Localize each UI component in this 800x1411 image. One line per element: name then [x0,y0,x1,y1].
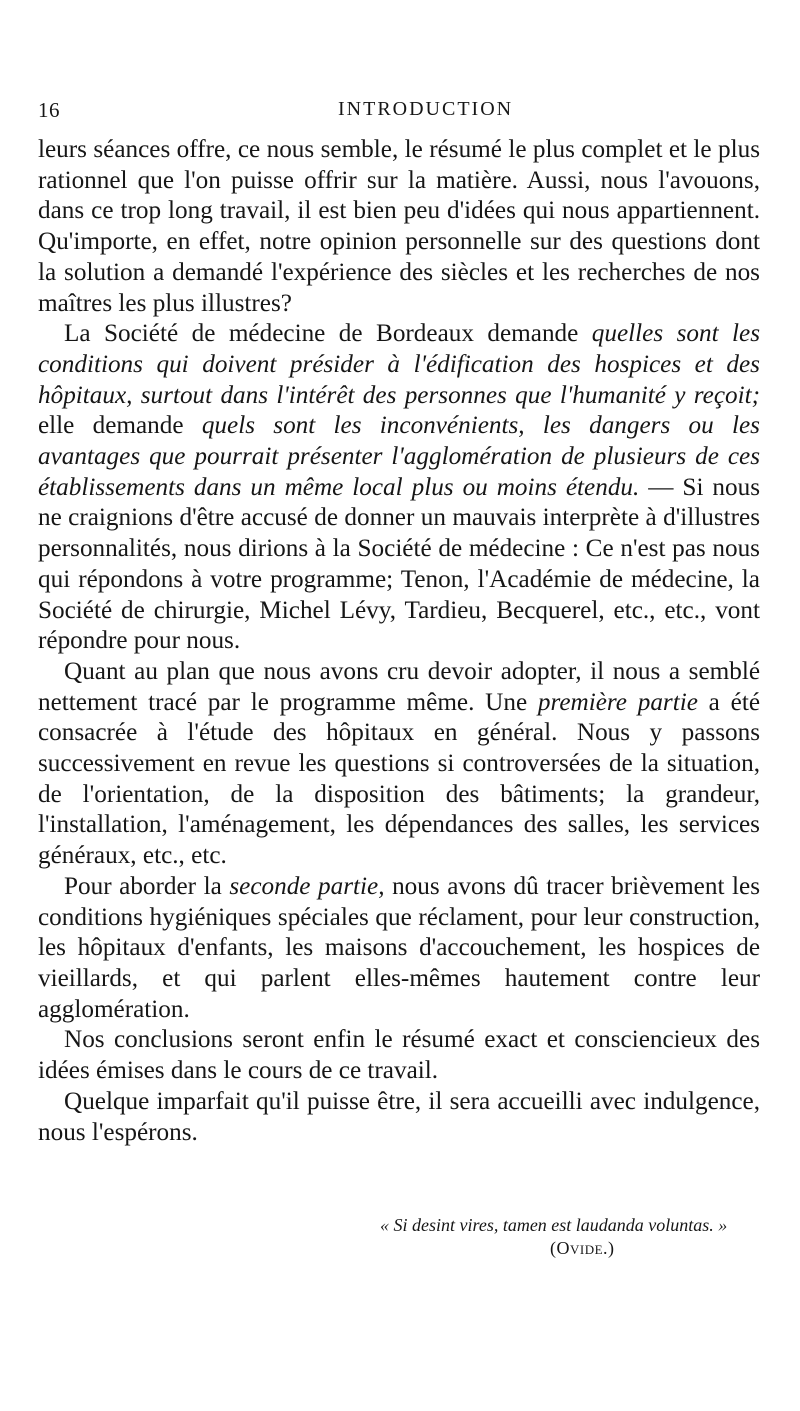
paragraph-2-text-c: elle demande [38,412,202,440]
page-number: 16 [38,98,60,122]
running-title: INTRODUCTION [338,98,514,120]
paragraph-6-text: Quelque imparfait qu'il puisse être, il sera accueilli avec indulgence, nous l'espérons. [38,1087,760,1146]
page-header [38,98,760,128]
paragraph-4-text-a: Pour aborder la [64,872,230,900]
epigraph-quote: « Si desint vires, tamen est laudanda voluntas. » [380,1215,728,1235]
paragraph-3-text-c: a été consacrée à l'étude des hôpitaux en général. Nous y passons successivement en revue les questions si controversées de la situation, de l'orientation, de la disposition des bâtiments; la grandeur, l'installation, l'aménagement, les dépendances des salles, les services généraux, etc., etc. [38,688,760,870]
paragraph-2-italic-question-2: quels sont les inconvénients, les dangers ou les avantages que pourrait présenter l'agglomération de plusieurs de ces établissements dans un même local plus ou moins étendu. [38,412,760,501]
paragraph-3-text-a: Quant au plan que nous avons cru devoir adopter, il nous a semblé nettement tracé par le programme même. Une [38,657,760,716]
epigraph-author: (Ovide.) [550,1238,615,1258]
paragraph-2-text-e: — Si nous ne craignions d'être accusé de donner un mauvais interprète à d'illustres personnalités, nous dirions à la Société de médecine : Ce n'est pas nous qui répondons à votre programme; Tenon, l'Académie de médecine, la Société de chirurgie, Michel Lévy, Tardieu, Becquerel, etc., etc., vont répondre pour nous. [38,473,760,655]
paragraph-3 [38,657,760,872]
paragraph-2-text-a: La Société de médecine de Bordeaux demande [64,320,592,348]
paragraph-1-text: leurs séances offre, ce nous semble, le résumé le plus complet et le plus rationnel que l'on puisse offrir sur la matière. Aussi, nous l'avouons, dans ce trop long travail, il est bien peu d'idées qui nous appartiennent. Qu'importe, en effet, notre opinion personnelle sur des questions dont la solution a demandé l'expérience des siècles et les recherches de nos maîtres les plus illustres? [38,136,760,317]
paragraph-3-italic: première partie [537,688,698,716]
paragraph-4 [38,872,760,1026]
paragraph-5 [38,1025,760,1086]
body-text [38,135,760,1148]
paragraph-4-italic: seconde partie, [229,872,385,900]
paragraph-6 [38,1087,760,1148]
paragraph-2 [38,319,760,657]
paragraph-5-text: Nos conclusions seront enfin le résumé exact et consciencieux des idées émises dans le cours de ce travail. [38,1026,760,1085]
paragraph-4-text-c: nous avons dû tracer brièvement les conditions hygiéniques spéciales que réclament, pour leur construction, les hôpitaux d'enfants, les maisons d'accouchement, les hospices de vieillards, et qui parlent elles-mêmes hautement contre leur agglomération. [38,872,760,1023]
paragraph-2-italic-question-1: quelles sont les conditions qui doivent présider à l'édification des hospices et des hôpitaux, surtout dans l'intérêt des personnes que l'humanité y reçoit; [38,320,761,409]
paragraph-1 [38,135,760,319]
